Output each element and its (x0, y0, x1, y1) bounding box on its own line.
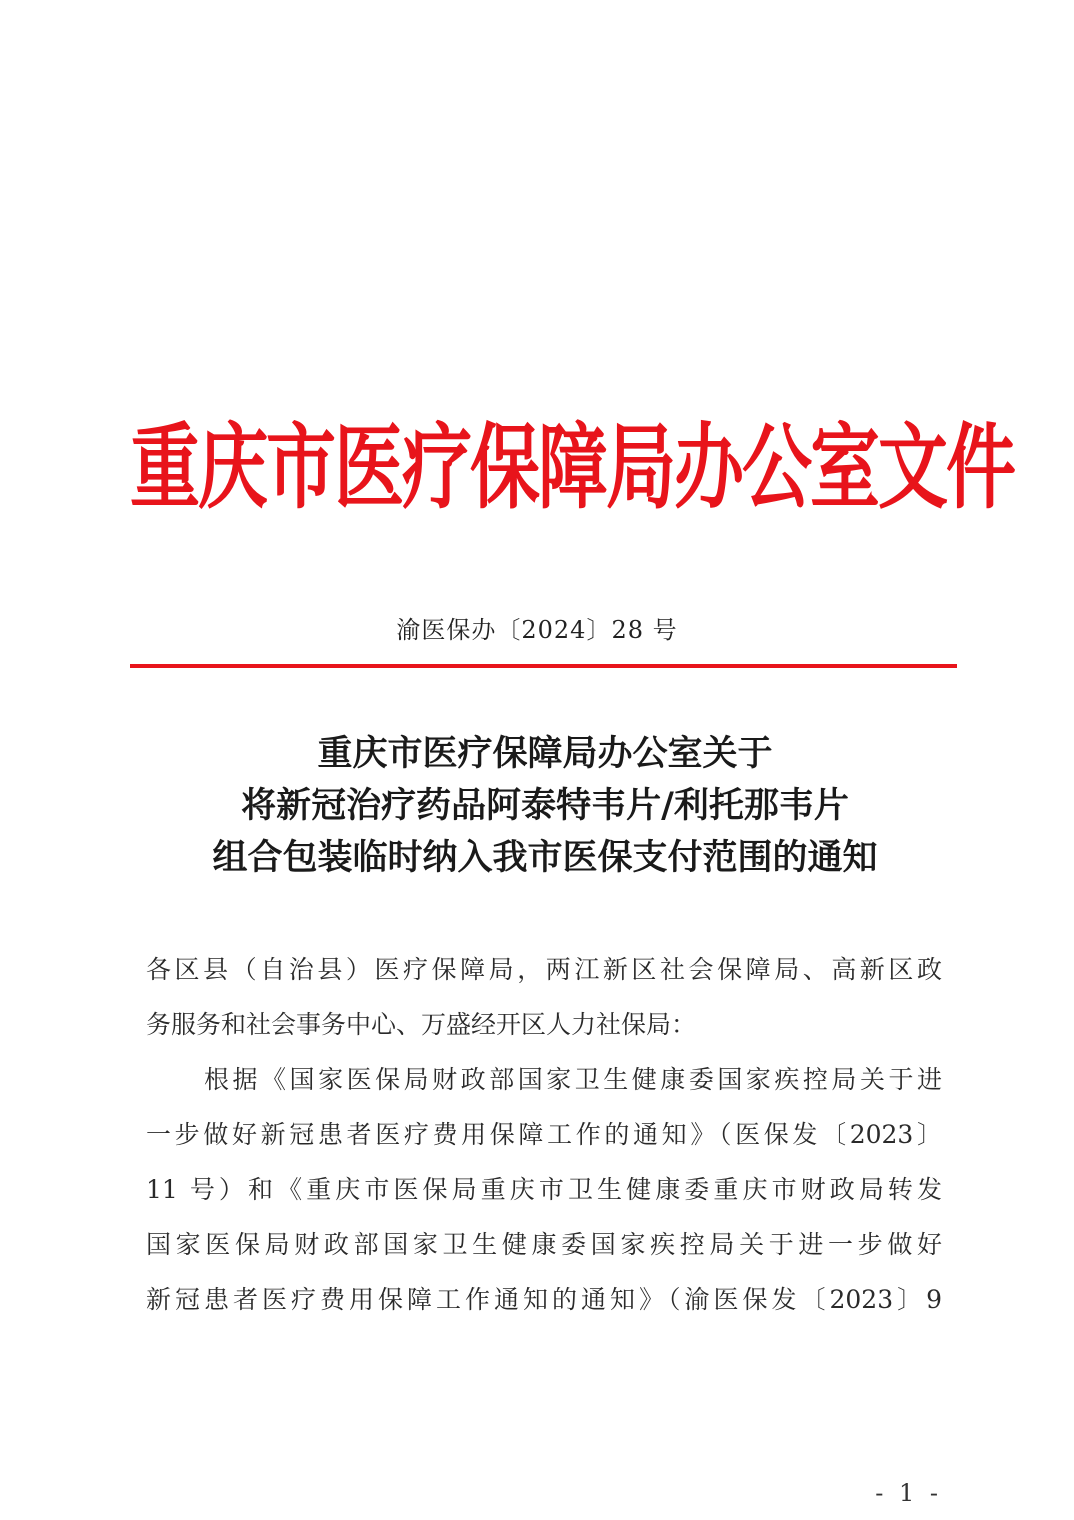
paragraph-line-3: 11 号）和《重庆市医保局重庆市卫生健康委重庆市财政局转发 (146, 1175, 942, 1204)
addressee-line-2: 务服务和社会事务中心、万盛经开区人力社保局： (146, 1010, 697, 1039)
agency-masthead: 重庆市医疗保障局办公室文件 (130, 413, 1014, 523)
paragraph-line-1: 根据《国家医保局财政部国家卫生健康委国家疾控局关于进 (204, 1065, 942, 1094)
paragraph-line-2: 一步做好新冠患者医疗费用保障工作的通知》（医保发〔2023〕 (146, 1120, 942, 1149)
document-body (146, 942, 942, 1327)
paragraph-line-5: 新冠患者医疗费用保障工作通知的通知》（渝医保发〔2023〕9 (146, 1285, 942, 1314)
document-title (100, 728, 990, 884)
red-divider (130, 664, 957, 668)
document-number: 渝医保办〔2024〕28 号 (396, 616, 678, 644)
page-number: - 1 - (875, 1479, 942, 1507)
title-line-3: 组合包装临时纳入我市医保支付范围的通知 (212, 837, 878, 878)
title-line-2: 将新冠治疗药品阿泰特韦片/利托那韦片 (241, 785, 849, 826)
addressee-line-1: 各区县（自治县）医疗保障局，两江新区社会保障局、高新区政 (146, 955, 942, 984)
title-line-1: 重庆市医疗保障局办公室关于 (317, 733, 773, 774)
paragraph-line-4: 国家医保局财政部国家卫生健康委国家疾控局关于进一步做好 (146, 1230, 942, 1259)
